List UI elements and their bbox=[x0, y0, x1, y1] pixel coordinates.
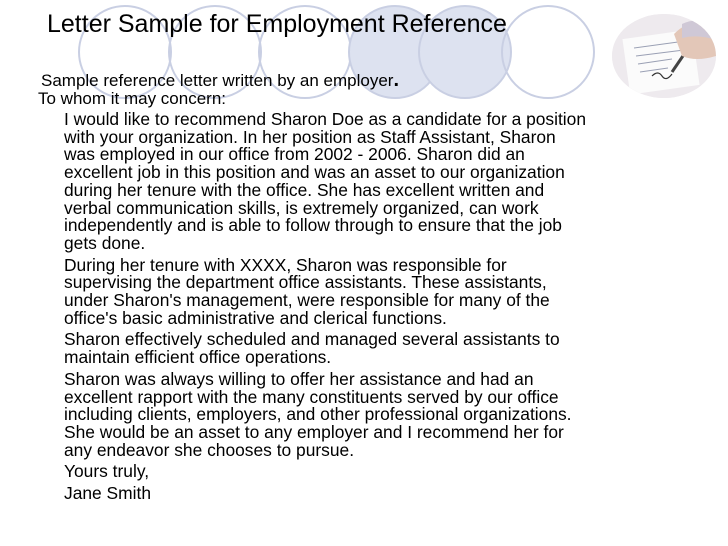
letter-line: under Sharon's management, were responsible for many of the bbox=[64, 290, 550, 311]
letter-line: During her tenure with XXXX, Sharon was responsible for bbox=[64, 254, 507, 275]
letter-line: supervising the department office assistants. These assistants, bbox=[64, 272, 547, 293]
letter-line: gets done. bbox=[64, 232, 146, 253]
letter-paragraph-4 bbox=[64, 368, 719, 460]
letter-signature: Jane Smith bbox=[64, 483, 151, 504]
letter-paragraph-2 bbox=[64, 254, 719, 328]
salutation: To whom it may concern: bbox=[38, 89, 227, 108]
letter-line: any endeavor she chooses to pursue. bbox=[64, 439, 355, 460]
slide-title: Letter Sample for Employment Reference bbox=[47, 10, 507, 38]
letter-line: She would be an asset to any employer and I recommend her for bbox=[64, 421, 564, 442]
letter-line: maintain efficient office operations. bbox=[64, 347, 332, 368]
letter-line: I would like to recommend Sharon Doe as a candidate for a position bbox=[64, 109, 587, 129]
letter-line: during her tenure with the office. She has excellent written and bbox=[64, 179, 545, 200]
letter-line: office's basic administrative and clerical functions. bbox=[64, 307, 447, 328]
letter-line: excellent job in this position and was an asset to our organization bbox=[64, 162, 565, 183]
signing-photo bbox=[612, 14, 716, 98]
letter-paragraph-1 bbox=[64, 111, 719, 253]
letter-line: with your organization. In her position as Staff Assistant, Sharon bbox=[64, 126, 556, 147]
letter-line: including clients, employers, and other professional organizations. bbox=[64, 404, 572, 425]
letter-line: excellent rapport with the many constituents served by our office bbox=[64, 386, 559, 407]
signing-hand-icon bbox=[612, 14, 716, 98]
letter-line: Sharon was always willing to offer her assistance and had an bbox=[64, 368, 534, 389]
deco-circle bbox=[502, 6, 594, 98]
letter-paragraph-3 bbox=[64, 331, 719, 366]
letter-line: was employed in our office from 2002 - 2006. Sharon did an bbox=[64, 144, 525, 165]
letter-line: Sharon effectively scheduled and managed several assistants to bbox=[64, 329, 560, 350]
letter-body bbox=[64, 111, 719, 507]
subtitle-period: . bbox=[393, 69, 400, 91]
subtitle-text: Sample reference letter written by an employer bbox=[41, 71, 394, 90]
letter-closing: Yours truly, bbox=[64, 461, 150, 482]
letter-line: verbal communication skills, is extremely organized, can work bbox=[64, 197, 539, 218]
letter-line: independently and is able to follow through to ensure that the job bbox=[64, 215, 562, 236]
